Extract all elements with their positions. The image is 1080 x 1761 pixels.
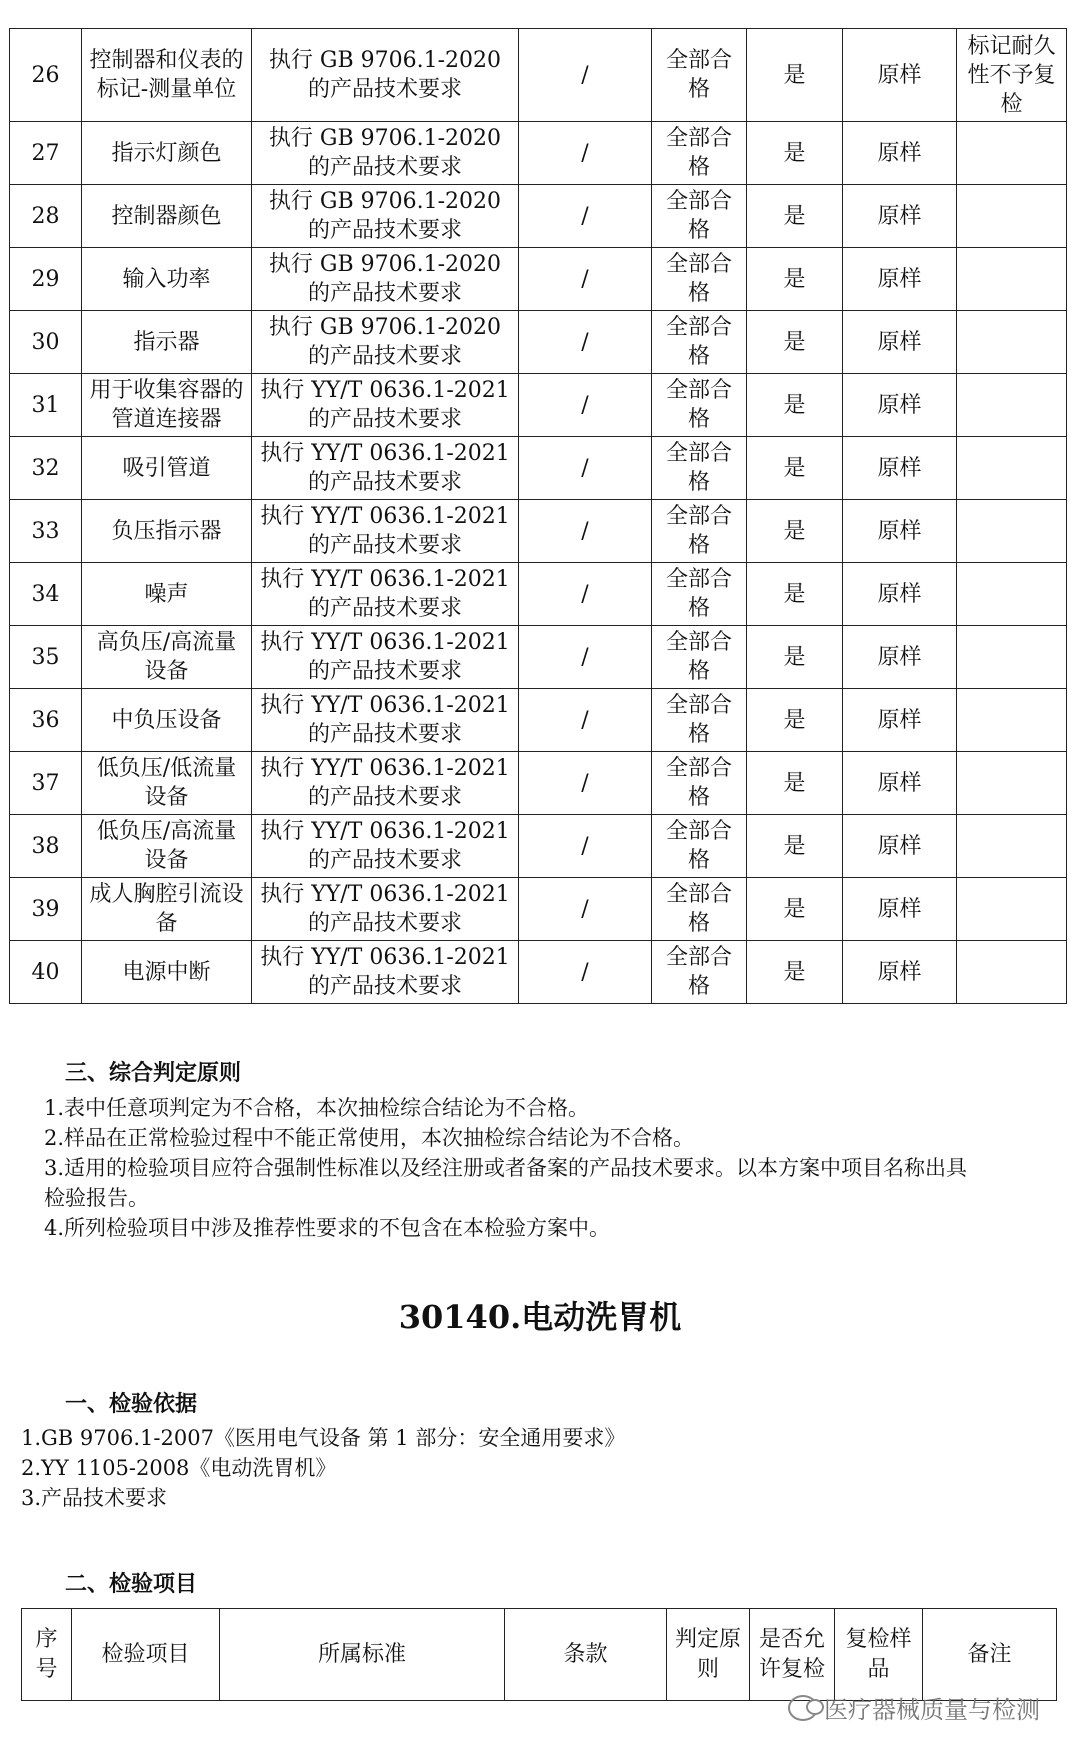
cell-judge: 全部合格 [652, 437, 747, 500]
cell-retest: 是 [747, 311, 843, 374]
cell-clause: / [519, 185, 652, 248]
cell-no: 34 [10, 563, 82, 626]
cell-retest: 是 [747, 941, 843, 1004]
cell-standard: 执行 YY/T 0636.1-2021 的产品技术要求 [252, 437, 519, 500]
cell-no: 32 [10, 437, 82, 500]
basis-line: 3.产品技术要求 [21, 1486, 168, 1510]
table-row [10, 752, 1067, 815]
principle-line: 4.所列检验项目中涉及推荐性要求的不包含在本检验方案中。 [44, 1216, 611, 1240]
cell-clause: / [519, 311, 652, 374]
cell-sample: 原样 [843, 248, 957, 311]
cell-sample: 原样 [843, 374, 957, 437]
principle-line: 1.表中任意项判定为不合格，本次抽检综合结论为不合格。 [44, 1096, 590, 1120]
cell-item: 高负压/高流量设备 [82, 626, 252, 689]
cell-standard: 执行 YY/T 0636.1-2021 的产品技术要求 [252, 626, 519, 689]
cell-judge: 全部合格 [652, 626, 747, 689]
cell-sample: 原样 [843, 29, 957, 122]
table-row [10, 815, 1067, 878]
cell-remark [957, 941, 1067, 1004]
cell-clause: / [519, 878, 652, 941]
table-row [10, 185, 1067, 248]
cell-sample: 原样 [843, 437, 957, 500]
cell-retest: 是 [747, 752, 843, 815]
cell-no: 26 [10, 29, 82, 122]
cell-item: 噪声 [82, 563, 252, 626]
basis-title: 一、检验依据 [65, 1391, 198, 1417]
cell-no: 27 [10, 122, 82, 185]
cell-remark [957, 311, 1067, 374]
cell-sample: 原样 [843, 878, 957, 941]
cell-standard: 执行 YY/T 0636.1-2021 的产品技术要求 [252, 878, 519, 941]
header-remark: 备注 [923, 1609, 1057, 1701]
cell-clause: / [519, 29, 652, 122]
watermark-text: 医疗器械质量与检测 [824, 1696, 1040, 1724]
cell-remark [957, 563, 1067, 626]
table-row [10, 626, 1067, 689]
header-no: 序号 [22, 1609, 72, 1701]
cell-item: 低负压/低流量设备 [82, 752, 252, 815]
table-row [10, 878, 1067, 941]
cell-item: 控制器颜色 [82, 185, 252, 248]
cell-sample: 原样 [843, 689, 957, 752]
cell-clause: / [519, 500, 652, 563]
header-sample: 复检样品 [835, 1609, 923, 1701]
cell-standard: 执行 GB 9706.1-2020 的产品技术要求 [252, 29, 519, 122]
basis-line: 2.YY 1105-2008《电动洗胃机》 [21, 1456, 337, 1480]
cell-judge: 全部合格 [652, 29, 747, 122]
cell-sample: 原样 [843, 500, 957, 563]
table-row [10, 374, 1067, 437]
cell-retest: 是 [747, 248, 843, 311]
cell-standard: 执行 GB 9706.1-2020 的产品技术要求 [252, 185, 519, 248]
cell-clause: / [519, 815, 652, 878]
header-standard: 所属标准 [220, 1609, 505, 1701]
cell-standard: 执行 GB 9706.1-2020 的产品技术要求 [252, 248, 519, 311]
cell-item: 吸引管道 [82, 437, 252, 500]
cell-standard: 执行 GB 9706.1-2020 的产品技术要求 [252, 122, 519, 185]
cell-clause: / [519, 563, 652, 626]
cell-retest: 是 [747, 374, 843, 437]
cell-item: 控制器和仪表的标记-测量单位 [82, 29, 252, 122]
cell-no: 30 [10, 311, 82, 374]
cell-standard: 执行 YY/T 0636.1-2021 的产品技术要求 [252, 374, 519, 437]
cell-item: 成人胸腔引流设备 [82, 878, 252, 941]
table-row [10, 122, 1067, 185]
cell-sample: 原样 [843, 815, 957, 878]
cell-judge: 全部合格 [652, 374, 747, 437]
cell-remark [957, 122, 1067, 185]
wechat-icon [788, 1695, 818, 1721]
cell-remark [957, 752, 1067, 815]
cell-retest: 是 [747, 563, 843, 626]
cell-no: 38 [10, 815, 82, 878]
cell-judge: 全部合格 [652, 500, 747, 563]
cell-judge: 全部合格 [652, 311, 747, 374]
cell-judge: 全部合格 [652, 122, 747, 185]
items-header-table [21, 1608, 1057, 1701]
inspection-items-table [9, 28, 1067, 1004]
cell-sample: 原样 [843, 626, 957, 689]
cell-item: 电源中断 [82, 941, 252, 1004]
cell-no: 36 [10, 689, 82, 752]
table-row [10, 29, 1067, 122]
principle-line: 检验报告。 [44, 1186, 149, 1210]
cell-remark [957, 374, 1067, 437]
header-item: 检验项目 [72, 1609, 220, 1701]
cell-retest: 是 [747, 626, 843, 689]
cell-remark [957, 185, 1067, 248]
principle-line: 3.适用的检验项目应符合强制性标准以及经注册或者备案的产品技术要求。以本方案中项目名称出具 [44, 1156, 968, 1180]
principles-body [44, 1093, 967, 1243]
cell-sample: 原样 [843, 311, 957, 374]
cell-sample: 原样 [843, 185, 957, 248]
table-row [10, 248, 1067, 311]
cell-clause: / [519, 941, 652, 1004]
cell-remark [957, 689, 1067, 752]
cell-judge: 全部合格 [652, 563, 747, 626]
cell-clause: / [519, 752, 652, 815]
cell-item: 指示灯颜色 [82, 122, 252, 185]
cell-standard: 执行 YY/T 0636.1-2021 的产品技术要求 [252, 941, 519, 1004]
cell-no: 29 [10, 248, 82, 311]
cell-no: 28 [10, 185, 82, 248]
items-title: 二、检验项目 [65, 1571, 198, 1597]
table-row [10, 500, 1067, 563]
cell-sample: 原样 [843, 563, 957, 626]
cell-remark [957, 815, 1067, 878]
cell-judge: 全部合格 [652, 941, 747, 1004]
cell-clause: / [519, 374, 652, 437]
cell-item: 输入功率 [82, 248, 252, 311]
table-row [10, 689, 1067, 752]
cell-no: 39 [10, 878, 82, 941]
cell-standard: 执行 YY/T 0636.1-2021 的产品技术要求 [252, 815, 519, 878]
table-row [10, 941, 1067, 1004]
cell-retest: 是 [747, 500, 843, 563]
cell-item: 中负压设备 [82, 689, 252, 752]
cell-remark [957, 248, 1067, 311]
cell-clause: / [519, 689, 652, 752]
product-title: 30140.电动洗胃机 [398, 1298, 682, 1336]
cell-no: 40 [10, 941, 82, 1004]
cell-no: 33 [10, 500, 82, 563]
cell-retest: 是 [747, 689, 843, 752]
basis-line: 1.GB 9706.1-2007《医用电气设备 第 1 部分：安全通用要求》 [21, 1426, 626, 1450]
basis-body [21, 1423, 625, 1513]
cell-judge: 全部合格 [652, 689, 747, 752]
cell-judge: 全部合格 [652, 185, 747, 248]
cell-remark [957, 437, 1067, 500]
cell-retest: 是 [747, 29, 843, 122]
cell-clause: / [519, 122, 652, 185]
cell-remark: 标记耐久性不予复检 [957, 29, 1067, 122]
cell-standard: 执行 YY/T 0636.1-2021 的产品技术要求 [252, 500, 519, 563]
cell-item: 用于收集容器的管道连接器 [82, 374, 252, 437]
watermark [788, 1690, 1040, 1725]
cell-retest: 是 [747, 815, 843, 878]
cell-sample: 原样 [843, 941, 957, 1004]
cell-clause: / [519, 437, 652, 500]
cell-retest: 是 [747, 122, 843, 185]
cell-item: 指示器 [82, 311, 252, 374]
cell-standard: 执行 YY/T 0636.1-2021 的产品技术要求 [252, 752, 519, 815]
cell-standard: 执行 YY/T 0636.1-2021 的产品技术要求 [252, 689, 519, 752]
cell-judge: 全部合格 [652, 752, 747, 815]
cell-clause: / [519, 626, 652, 689]
cell-judge: 全部合格 [652, 248, 747, 311]
cell-sample: 原样 [843, 752, 957, 815]
table-row [10, 311, 1067, 374]
cell-no: 37 [10, 752, 82, 815]
principle-line: 2.样品在正常检验过程中不能正常使用，本次抽检综合结论为不合格。 [44, 1126, 695, 1150]
header-retest: 是否允许复检 [750, 1609, 835, 1701]
cell-clause: / [519, 248, 652, 311]
cell-no: 35 [10, 626, 82, 689]
cell-judge: 全部合格 [652, 815, 747, 878]
header-judge: 判定原则 [667, 1609, 750, 1701]
cell-remark [957, 500, 1067, 563]
header-clause: 条款 [505, 1609, 667, 1701]
cell-judge: 全部合格 [652, 878, 747, 941]
cell-item: 低负压/高流量设备 [82, 815, 252, 878]
principles-title: 三、综合判定原则 [65, 1060, 242, 1086]
cell-retest: 是 [747, 437, 843, 500]
table-row [10, 563, 1067, 626]
cell-remark [957, 878, 1067, 941]
cell-retest: 是 [747, 185, 843, 248]
cell-remark [957, 626, 1067, 689]
cell-standard: 执行 YY/T 0636.1-2021 的产品技术要求 [252, 563, 519, 626]
cell-retest: 是 [747, 878, 843, 941]
cell-item: 负压指示器 [82, 500, 252, 563]
cell-standard: 执行 GB 9706.1-2020 的产品技术要求 [252, 311, 519, 374]
table-row [10, 437, 1067, 500]
cell-no: 31 [10, 374, 82, 437]
cell-sample: 原样 [843, 122, 957, 185]
